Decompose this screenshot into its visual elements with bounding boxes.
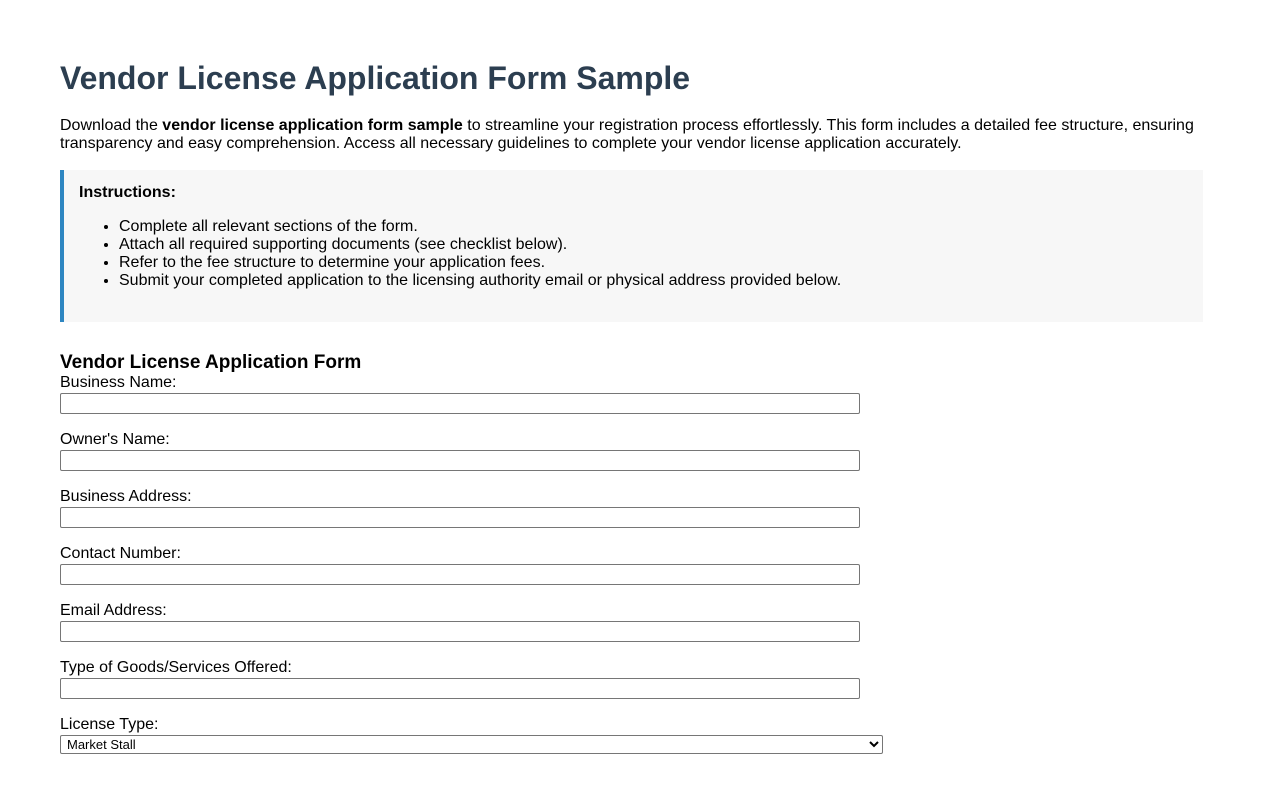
contact-number-field (60, 545, 860, 585)
instruction-item: • Refer to the fee structure to determine your application fees. (119, 254, 1188, 272)
email-address-input[interactable] (60, 621, 860, 642)
instructions-box (60, 170, 1203, 322)
owner-name-input[interactable] (60, 450, 860, 471)
goods-services-input[interactable] (60, 678, 860, 699)
email-address-field (60, 602, 860, 642)
contact-number-input[interactable] (60, 564, 860, 585)
intro-text-bold: vendor license application form sample (162, 117, 463, 134)
owner-name-label: Owner's Name: (60, 431, 170, 448)
email-address-label: Email Address: (60, 602, 167, 619)
license-type-label: License Type: (60, 716, 159, 733)
goods-services-label: Type of Goods/Services Offered: (60, 659, 292, 676)
intro-text-before: Download the (60, 117, 163, 134)
instruction-item: • Submit your completed application to the licensing authority email or physical address provided below. (119, 272, 1188, 290)
business-address-field (60, 488, 860, 528)
business-address-label: Business Address: (60, 488, 192, 505)
business-name-field (60, 374, 860, 414)
owner-name-field (60, 431, 860, 471)
business-address-input[interactable] (60, 507, 860, 528)
license-type-select[interactable] (60, 735, 883, 754)
goods-services-field (60, 659, 860, 699)
form-title: Vendor License Application Form (60, 352, 362, 373)
instructions-title: Instructions: (79, 184, 176, 201)
license-type-field (60, 716, 883, 754)
instruction-item: • Attach all required supporting documents (see checklist below). (119, 236, 1188, 254)
business-name-label: Business Name: (60, 374, 177, 391)
contact-number-label: Contact Number: (60, 545, 181, 562)
instruction-item: • Complete all relevant sections of the form. (119, 218, 1188, 236)
business-name-input[interactable] (60, 393, 860, 414)
intro-paragraph (60, 117, 1203, 153)
page-title: Vendor License Application Form Sample (60, 60, 691, 96)
intro-text-after: to streamline your registration process effortlessly. This form includes a detailed fee structure, ensuring transparency and easy comprehension. Access all necessary guidelines to complete your vendor license application accurately. (60, 117, 1194, 152)
instructions-list (79, 218, 1188, 290)
